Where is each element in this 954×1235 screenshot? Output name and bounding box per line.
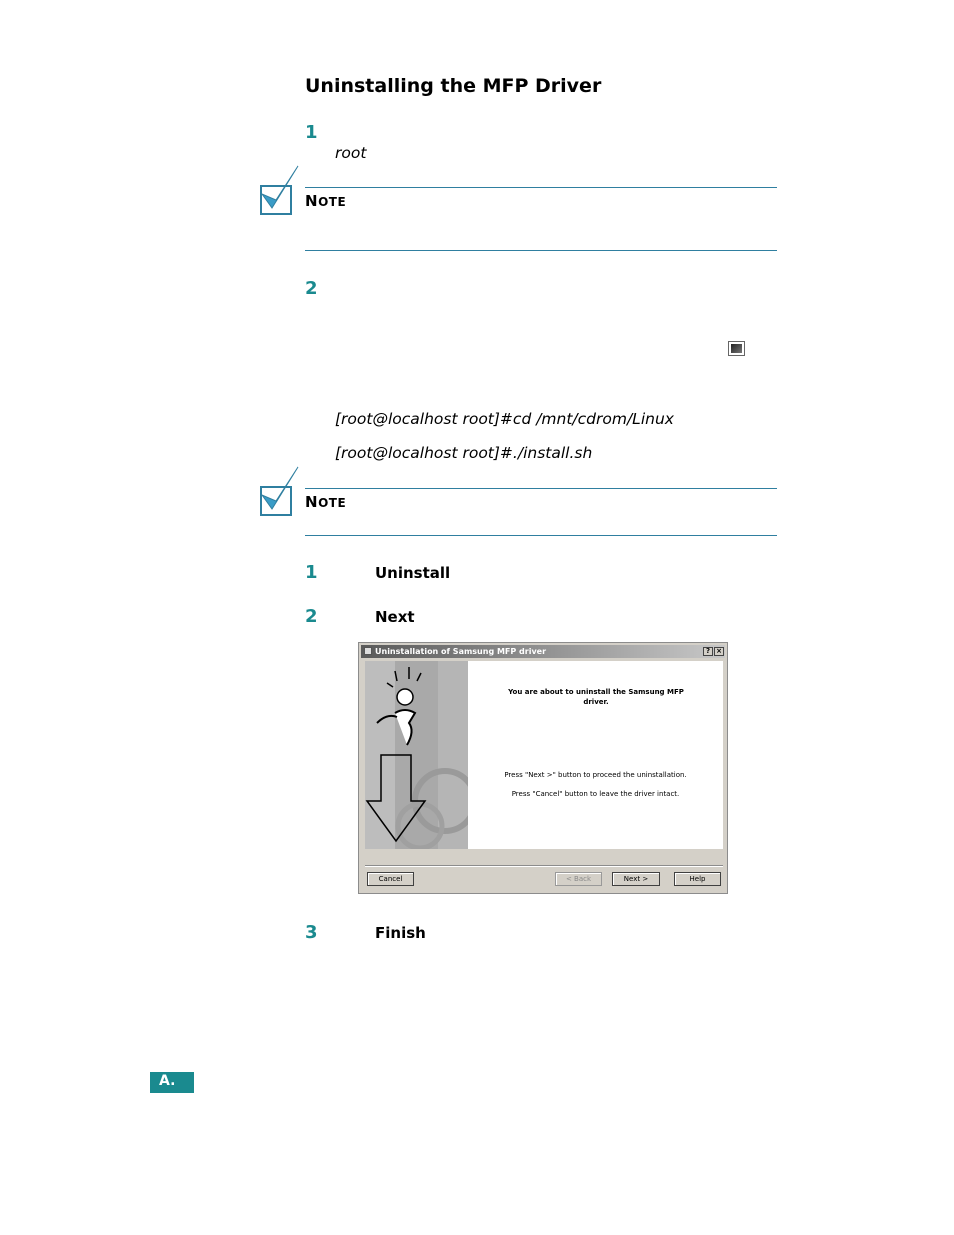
note-top-rule bbox=[305, 187, 777, 188]
terminal-icon bbox=[728, 341, 745, 356]
help-button[interactable]: Help bbox=[674, 872, 721, 886]
dialog-heading: You are about to uninstall the Samsung MFP driver. bbox=[508, 688, 684, 706]
cancel-button[interactable]: Cancel bbox=[367, 872, 414, 886]
step-number: 2 bbox=[305, 606, 318, 627]
step-text-next: Next bbox=[375, 608, 415, 626]
checkmark-icon bbox=[258, 164, 302, 218]
uninstall-dialog bbox=[358, 642, 728, 894]
note-top-rule bbox=[305, 488, 777, 489]
step-number: 3 bbox=[305, 922, 318, 943]
step-text-root: root bbox=[335, 144, 367, 162]
appendix-tab: A. bbox=[150, 1072, 194, 1093]
help-title-button[interactable]: ? bbox=[703, 647, 713, 656]
note-bottom-rule bbox=[305, 535, 777, 536]
wizard-illustration bbox=[365, 661, 468, 849]
page-title: Uninstalling the MFP Driver bbox=[305, 75, 602, 97]
dialog-separator bbox=[365, 865, 723, 867]
dialog-instruction-next: Press "Next >" button to proceed the uninstallation. bbox=[504, 771, 687, 779]
dialog-instruction-cancel: Press "Cancel" button to leave the driver intact. bbox=[511, 790, 680, 798]
running-figure-arrow-icon bbox=[365, 661, 468, 849]
app-icon bbox=[364, 647, 372, 655]
close-button[interactable]: × bbox=[714, 647, 724, 656]
dialog-title-bar bbox=[361, 645, 725, 658]
step-text-uninstall: Uninstall bbox=[375, 564, 451, 582]
step-number: 2 bbox=[305, 278, 318, 299]
note-bottom-rule bbox=[305, 250, 777, 251]
step-text-finish: Finish bbox=[375, 924, 426, 942]
checkmark-icon bbox=[258, 465, 302, 519]
dialog-message-area bbox=[468, 661, 723, 849]
command-install: [root@localhost root]#./install.sh bbox=[335, 444, 593, 462]
step-number: 1 bbox=[305, 122, 318, 143]
note-label: NOTE bbox=[305, 192, 347, 210]
back-button[interactable]: < Back bbox=[555, 872, 602, 886]
command-cd: [root@localhost root]#cd /mnt/cdrom/Linux bbox=[335, 410, 674, 428]
dialog-title: Uninstallation of Samsung MFP driver bbox=[375, 647, 547, 656]
note-label: NOTE bbox=[305, 493, 347, 511]
step-number: 1 bbox=[305, 562, 318, 583]
next-button[interactable]: Next > bbox=[612, 872, 660, 886]
